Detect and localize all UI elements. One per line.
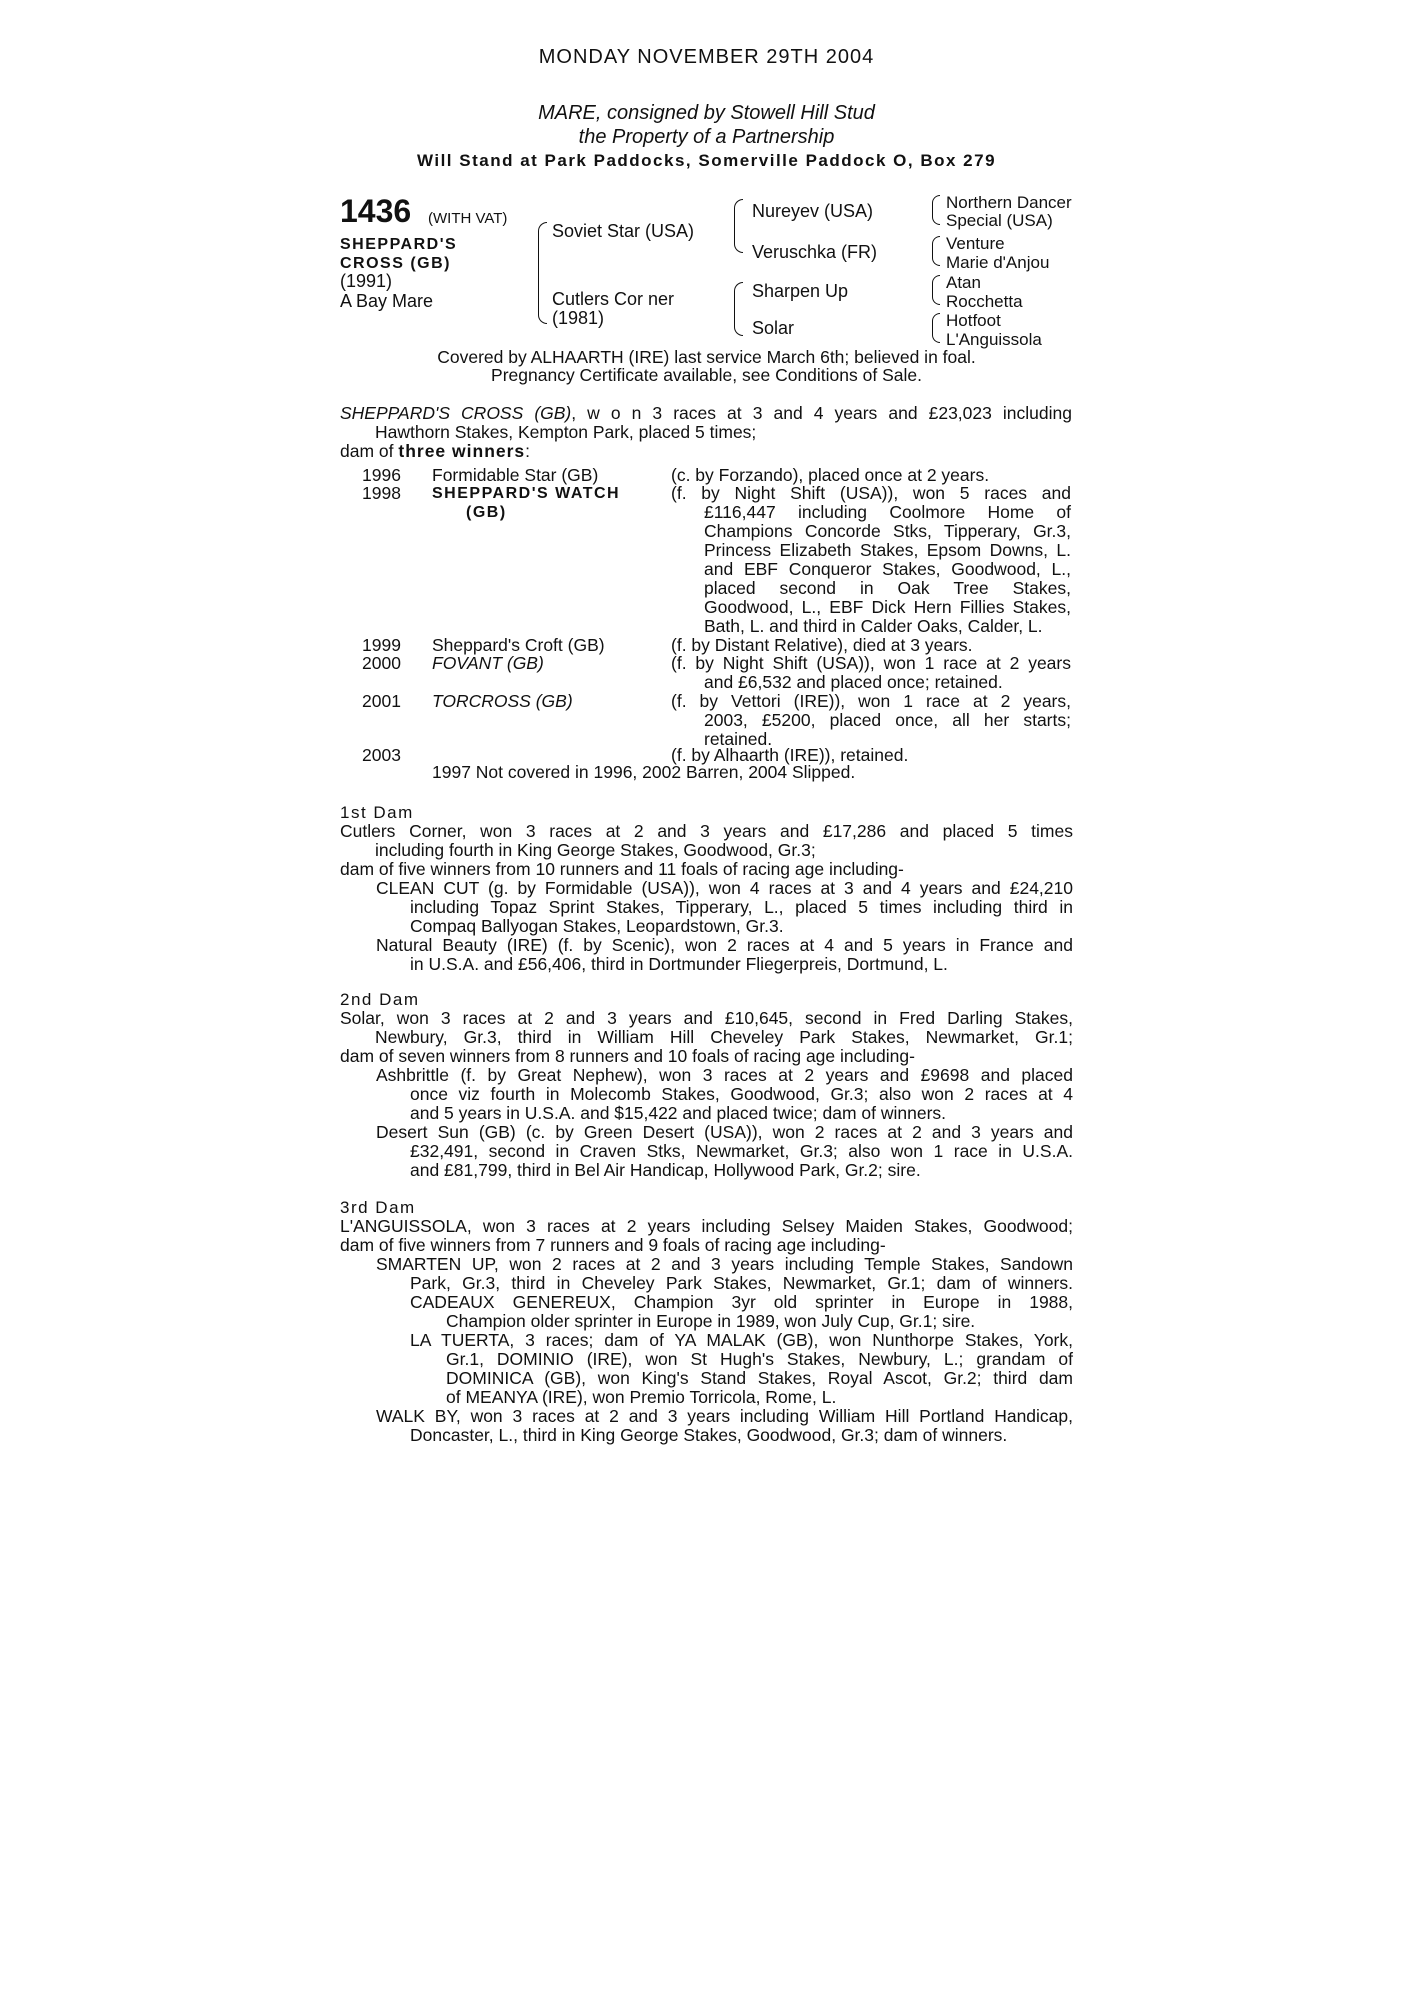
produce-detail-line: Princess Elizabeth Stakes, Epsom Downs, L. [704,540,1071,560]
produce-name: SHEPPARD'S WATCH [432,485,621,502]
gen3-brace-1 [932,195,940,225]
property-line: the Property of a Partnership [578,126,835,148]
gen3-brace-3 [932,275,940,305]
family-line: LA TUERTA, 3 races; dam of YA MALAK (GB), won Nunthorpe Stakes, York, [410,1330,1073,1350]
pedigree-sire: Soviet Star (USA) [552,221,695,241]
family-line: dam of five winners from 7 runners and 9 foals of racing age including- [340,1235,886,1255]
family-line: of MEANYA (IRE), won Premio Torricola, Rome, L. [446,1387,837,1407]
produce-detail-line: (f. by Distant Relative), died at 3 years. [671,635,973,655]
family-line: L'ANGUISSOLA, won 3 races at 2 years including Selsey Maiden Stakes, Goodwood; [340,1216,1073,1236]
produce-name: TORCROSS (GB) [432,691,573,711]
pedigree-dam-dam: Solar [752,318,795,338]
race-record: SHEPPARD'S CROSS (GB), w o n 3 races at 3 and 4 years and £23,023 including Hawthorn Stakes, Kempton Park, placed 5 times; dam of three winners: [340,403,1072,461]
covered-line: Covered by ALHAARTH (IRE) last service March 6th; believed in foal. [437,347,976,367]
dam3-heading: 3rd Dam [340,1198,416,1217]
family-line: Champion older sprinter in Europe in 1989, won July Cup, Gr.1; sire. [446,1311,976,1331]
family-line: Gr.1, DOMINIO (IRE), won St Hugh's Stakes, Newbury, L.; grandam of [446,1349,1073,1369]
consignor-line: MARE, consigned by Stowell Hill Stud [538,102,875,124]
family-line: SMARTEN UP, won 2 races at 2 and 3 years including Temple Stakes, Sandown [376,1254,1073,1274]
produce-year: 2001 [362,691,401,711]
family-line: dam of seven winners from 8 runners and 10 foals of racing age including- [340,1046,915,1066]
gen3-brace-4 [932,313,940,343]
pedigree-sire-dam: Veruschka (FR) [752,242,878,262]
produce-detail-line: (f. by Vettori (IRE)), won 1 race at 2 years, [671,691,1071,711]
produce-detail-line: (c. by Forzando), placed once at 2 years. [671,465,990,485]
record-horse-name: SHEPPARD'S CROSS (GB) [340,403,572,423]
pedigree-ssd: Special (USA) [946,211,1053,230]
family-line: Natural Beauty (IRE) (f. by Scenic), won 2 races at 4 and 5 years in France and [376,935,1073,955]
produce-detail-line: and £6,532 and placed once; retained. [704,672,1003,692]
pedigree-dsd: Rocchetta [946,292,1023,311]
pedigree-brace [538,222,547,324]
produce-detail-line: (f. by Night Shift (USA)), won 1 race at 2 years [671,653,1071,673]
produce-year: 2000 [362,653,401,673]
produce-detail-line: Goodwood, L., EBF Dick Hern Fillies Stakes, [704,597,1071,617]
produce-name: FOVANT (GB) [432,653,544,673]
family-line: and £81,799, third in Bel Air Handicap, Hollywood Park, Gr.2; sire. [410,1160,921,1180]
sire-brace [734,199,743,253]
dam-brace [734,282,743,336]
horse-description: A Bay Mare [340,291,434,311]
produce-detail-line: retained. [704,729,773,749]
family-line: CADEAUX GENEREUX, Champion 3yr old sprinter in Europe in 1988, [410,1292,1073,1312]
pregnancy-line: Pregnancy Certificate available, see Conditions of Sale. [491,365,922,385]
produce-detail-line: placed second in Oak Tree Stakes, [704,578,1071,598]
produce-name: Formidable Star (GB) [432,465,599,485]
family-line: including Topaz Sprint Stakes, Tipperary, L., placed 5 times including third in [410,897,1073,917]
produce-detail-line: Bath, L. and third in Calder Oaks, Calder, L. [704,616,1043,636]
dam3-text [340,1217,1073,1445]
gen3-brace-2 [932,236,940,266]
pedigree-dam-year: (1981) [552,308,605,328]
dam1-heading: 1st Dam [340,803,414,822]
family-line: Cutlers Corner, won 3 races at 2 and 3 years and £17,286 and placed 5 times [340,821,1073,841]
produce-year: 1998 [362,483,401,503]
lot-number: 1436 [340,193,412,229]
produce-detail-line: 2003, £5200, placed once, all her starts; [704,710,1071,730]
dam1-text [340,822,1073,974]
pedigree-sire-sire: Nureyev (USA) [752,201,874,221]
produce-name-cont: (GB) [466,504,507,521]
stabling-location: Will Stand at Park Paddocks, Somerville Paddock O, Box 279 [416,151,997,170]
pedigree-dam: Cutlers Cor ner [552,289,675,309]
pedigree-dam-sire: Sharpen Up [752,281,849,301]
record-line1: , w o n 3 races at 3 and 4 years and £23,023 including [571,403,1072,423]
produce-year: 2003 [362,745,401,765]
family-line: dam of five winners from 10 runners and 11 foals of racing age including- [340,859,904,879]
family-line: Ashbrittle (f. by Great Nephew), won 3 races at 2 years and £9698 and placed [376,1065,1073,1085]
pedigree-dss: Atan [946,273,981,292]
family-line: DOMINICA (GB), won King's Stand Stakes, Royal Ascot, Gr.2; third dam [446,1368,1073,1388]
foaling-year: (1991) [340,271,393,291]
record-line2: Hawthorn Stakes, Kempton Park, placed 5 times; [375,422,757,442]
produce-detail-line: and EBF Conqueror Stakes, Goodwood, L., [704,559,1071,579]
family-line: Park, Gr.3, third in Cheveley Park Stakes, Newmarket, Gr.1; dam of winners. [410,1273,1073,1293]
produce-year: 1999 [362,635,401,655]
family-line: in U.S.A. and £56,406, third in Dortmunder Fliegerpreis, Dortmund, L. [410,954,948,974]
produce-details [671,484,1071,636]
family-line: Doncaster, L., third in King George Stakes, Goodwood, Gr.3; dam of winners. [410,1425,1008,1445]
family-line: WALK BY, won 3 races at 2 and 3 years including William Hill Portland Handicap, [376,1406,1073,1426]
produce-name: Sheppard's Croft (GB) [432,635,605,655]
produce-note: 1997 Not covered in 1996, 2002 Barren, 2004 Slipped. [432,762,856,782]
sale-date: MONDAY NOVEMBER 29TH 2004 [538,46,875,68]
family-line: £32,491, second in Craven Stks, Newmarket, Gr.3; also won 1 race in U.S.A. [410,1141,1073,1161]
horse-name-line1: SHEPPARD'S [340,236,458,253]
dam2-text [340,1009,1073,1180]
pedigree-dds: Hotfoot [946,311,1001,330]
produce-detail-line: (f. by Alhaarth (IRE)), retained. [671,745,909,765]
dam2-heading: 2nd Dam [340,990,420,1009]
produce-detail-line: (f. by Night Shift (USA)), won 5 races and [671,483,1071,503]
horse-name-line2: CROSS (GB) [340,255,451,272]
family-line: Desert Sun (GB) (c. by Green Desert (USA)), won 2 races at 2 and 3 years and [376,1122,1073,1142]
vat-note: (WITH VAT) [428,210,508,227]
pedigree-sdd: Marie d'Anjou [946,253,1050,272]
pedigree-sds: Venture [946,234,1005,253]
family-line: and 5 years in U.S.A. and $15,422 and placed twice; dam of winners. [410,1103,947,1123]
produce-detail-line: £116,447 including Coolmore Home of [704,502,1071,522]
produce-details [671,654,1071,692]
pedigree-sss: Northern Dancer [946,193,1072,212]
family-line: including fourth in King George Stakes, Goodwood, Gr.3; [375,840,816,860]
produce-details [671,692,1071,749]
family-line: Compaq Ballyogan Stakes, Leopardstown, Gr.3. [410,916,784,936]
family-line: Solar, won 3 races at 2 and 3 years and £10,645, second in Fred Darling Stakes, [340,1008,1073,1028]
family-line: once viz fourth in Molecomb Stakes, Goodwood, Gr.3; also won 2 races at 4 [410,1084,1073,1104]
pedigree-ddd: L'Anguissola [946,330,1042,349]
produce-detail-line: Champions Concorde Stks, Tipperary, Gr.3, [704,521,1071,541]
produce-year: 1996 [362,465,401,485]
family-line: CLEAN CUT (g. by Formidable (USA)), won 4 races at 3 and 4 years and £24,210 [376,878,1073,898]
family-line: Newbury, Gr.3, third in William Hill Cheveley Park Stakes, Newmarket, Gr.1; [375,1027,1073,1047]
